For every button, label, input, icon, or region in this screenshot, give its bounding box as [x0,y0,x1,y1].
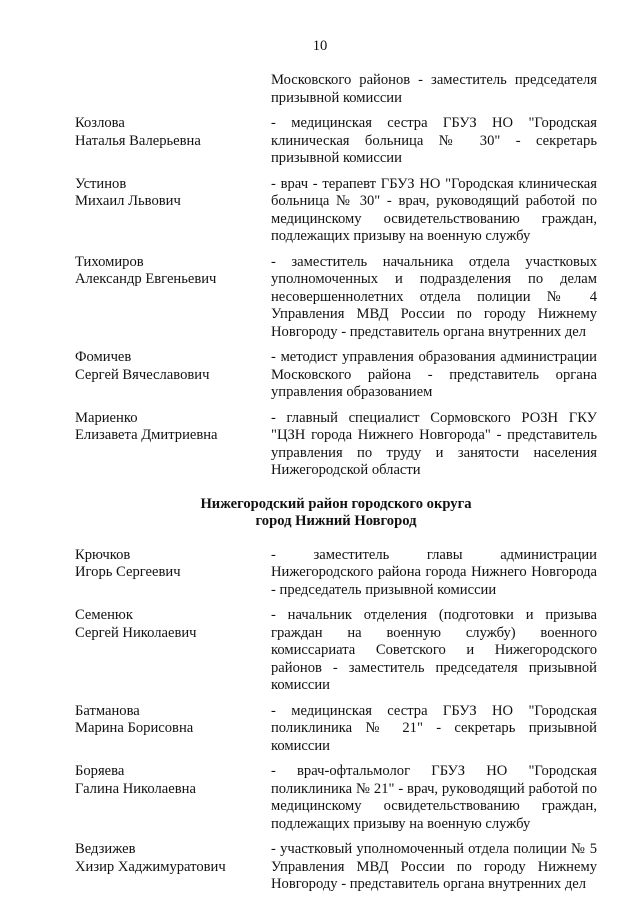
member-name [75,72,271,107]
member-surname: Фомичев [75,349,132,365]
member-role: - медицинская сестра ГБУЗ НО "Городская поликлиника № 21" - секретарь призывной комиссии [271,702,597,754]
member-row [75,607,597,695]
member-row [75,349,597,402]
member-surname: Козлова [75,115,125,131]
member-surname: Устинов [75,175,127,192]
continuation-row [75,72,597,107]
member-given-names: Сергей Вячеславович [75,366,210,383]
section-heading-line: Нижегородский район городского округа [200,495,472,512]
member-surname: Ведзижев [75,841,136,857]
member-name [75,703,271,756]
section-heading [75,496,597,531]
member-row [75,254,597,342]
member-name [75,349,271,402]
member-surname: Крючков [75,546,131,563]
member-role: - врач-офтальмолог ГБУЗ НО "Городская поликлиника № 21" - врач, руководящий работой по медицинскому освидетельствованию граждан, подлежащих призыву на военную службу [271,763,597,832]
member-name [75,607,271,695]
member-name [75,841,271,894]
member-row [75,176,597,246]
member-surname: Боряева [75,763,125,779]
member-given-names: Галина Николаевна [75,780,196,797]
page-number: 10 [312,38,328,54]
member-role: - медицинская сестра ГБУЗ НО "Городская клиническая больница № 30" - секретарь призывной комиссии [271,115,597,166]
member-name [75,115,271,168]
member-role: Московского районов - заместитель председателя призывной комиссии [271,72,597,106]
member-role: - врач - терапевт ГБУЗ НО "Городская клиническая больница № 30" - врач, руководящий работой по медицинскому освидетельствованию граждан, подлежащих призыву на военную службу [271,175,597,244]
member-name [75,763,271,833]
member-given-names: Наталья Валерьевна [75,132,201,149]
member-row [75,703,597,756]
member-name [75,176,271,246]
document-body [75,72,597,902]
member-name [75,254,271,342]
member-role: - участковый уполномоченный отдела полиции № 5 Управления МВД России по городу Нижнему Новгороду - представитель органа внутренних дел [271,841,597,892]
member-row [75,547,597,600]
member-row [75,115,597,168]
member-name [75,547,271,600]
member-role: - начальник отделения (подготовки и призыва граждан на военную службу) военного комиссариата Советского и Нижегородского районов - заместитель председателя призывной комиссии [271,607,597,693]
member-given-names: Михаил Львович [75,193,181,209]
section-heading-line: город Нижний Новгород [255,513,417,529]
member-name [75,410,271,480]
member-given-names: Игорь Сергеевич [75,564,181,580]
member-role: - главный специалист Сормовского РОЗН ГКУ "ЦЗН города Нижнего Новгорода" - представитель управления по труду и занятости населения Нижегородской области [271,409,597,478]
member-given-names: Хизир Хаджимуратович [75,858,226,875]
member-surname: Батманова [75,702,140,719]
member-role: - заместитель главы администрации Нижегородского района города Нижнего Новгорода - председатель призывной комиссии [271,546,597,598]
member-surname: Семенюк [75,607,133,623]
member-role: - заместитель начальника отдела участковых уполномоченных и подразделения по делам несовершеннолетних отдела полиции № 4 Управления МВД России по городу Нижнему Новгороду - представитель органа внутренних дел [271,253,597,340]
member-surname: Тихомиров [75,253,144,270]
member-surname: Мариенко [75,409,138,426]
member-row [75,841,597,894]
member-given-names: Марина Борисовна [75,720,194,736]
member-given-names: Елизавета Дмитриевна [75,427,218,443]
member-given-names: Сергей Николаевич [75,624,197,641]
member-given-names: Александр Евгеньевич [75,271,217,287]
member-role: - методист управления образования администрации Московского района - представитель органа управления образованием [271,349,597,400]
member-row [75,763,597,833]
member-row [75,410,597,480]
